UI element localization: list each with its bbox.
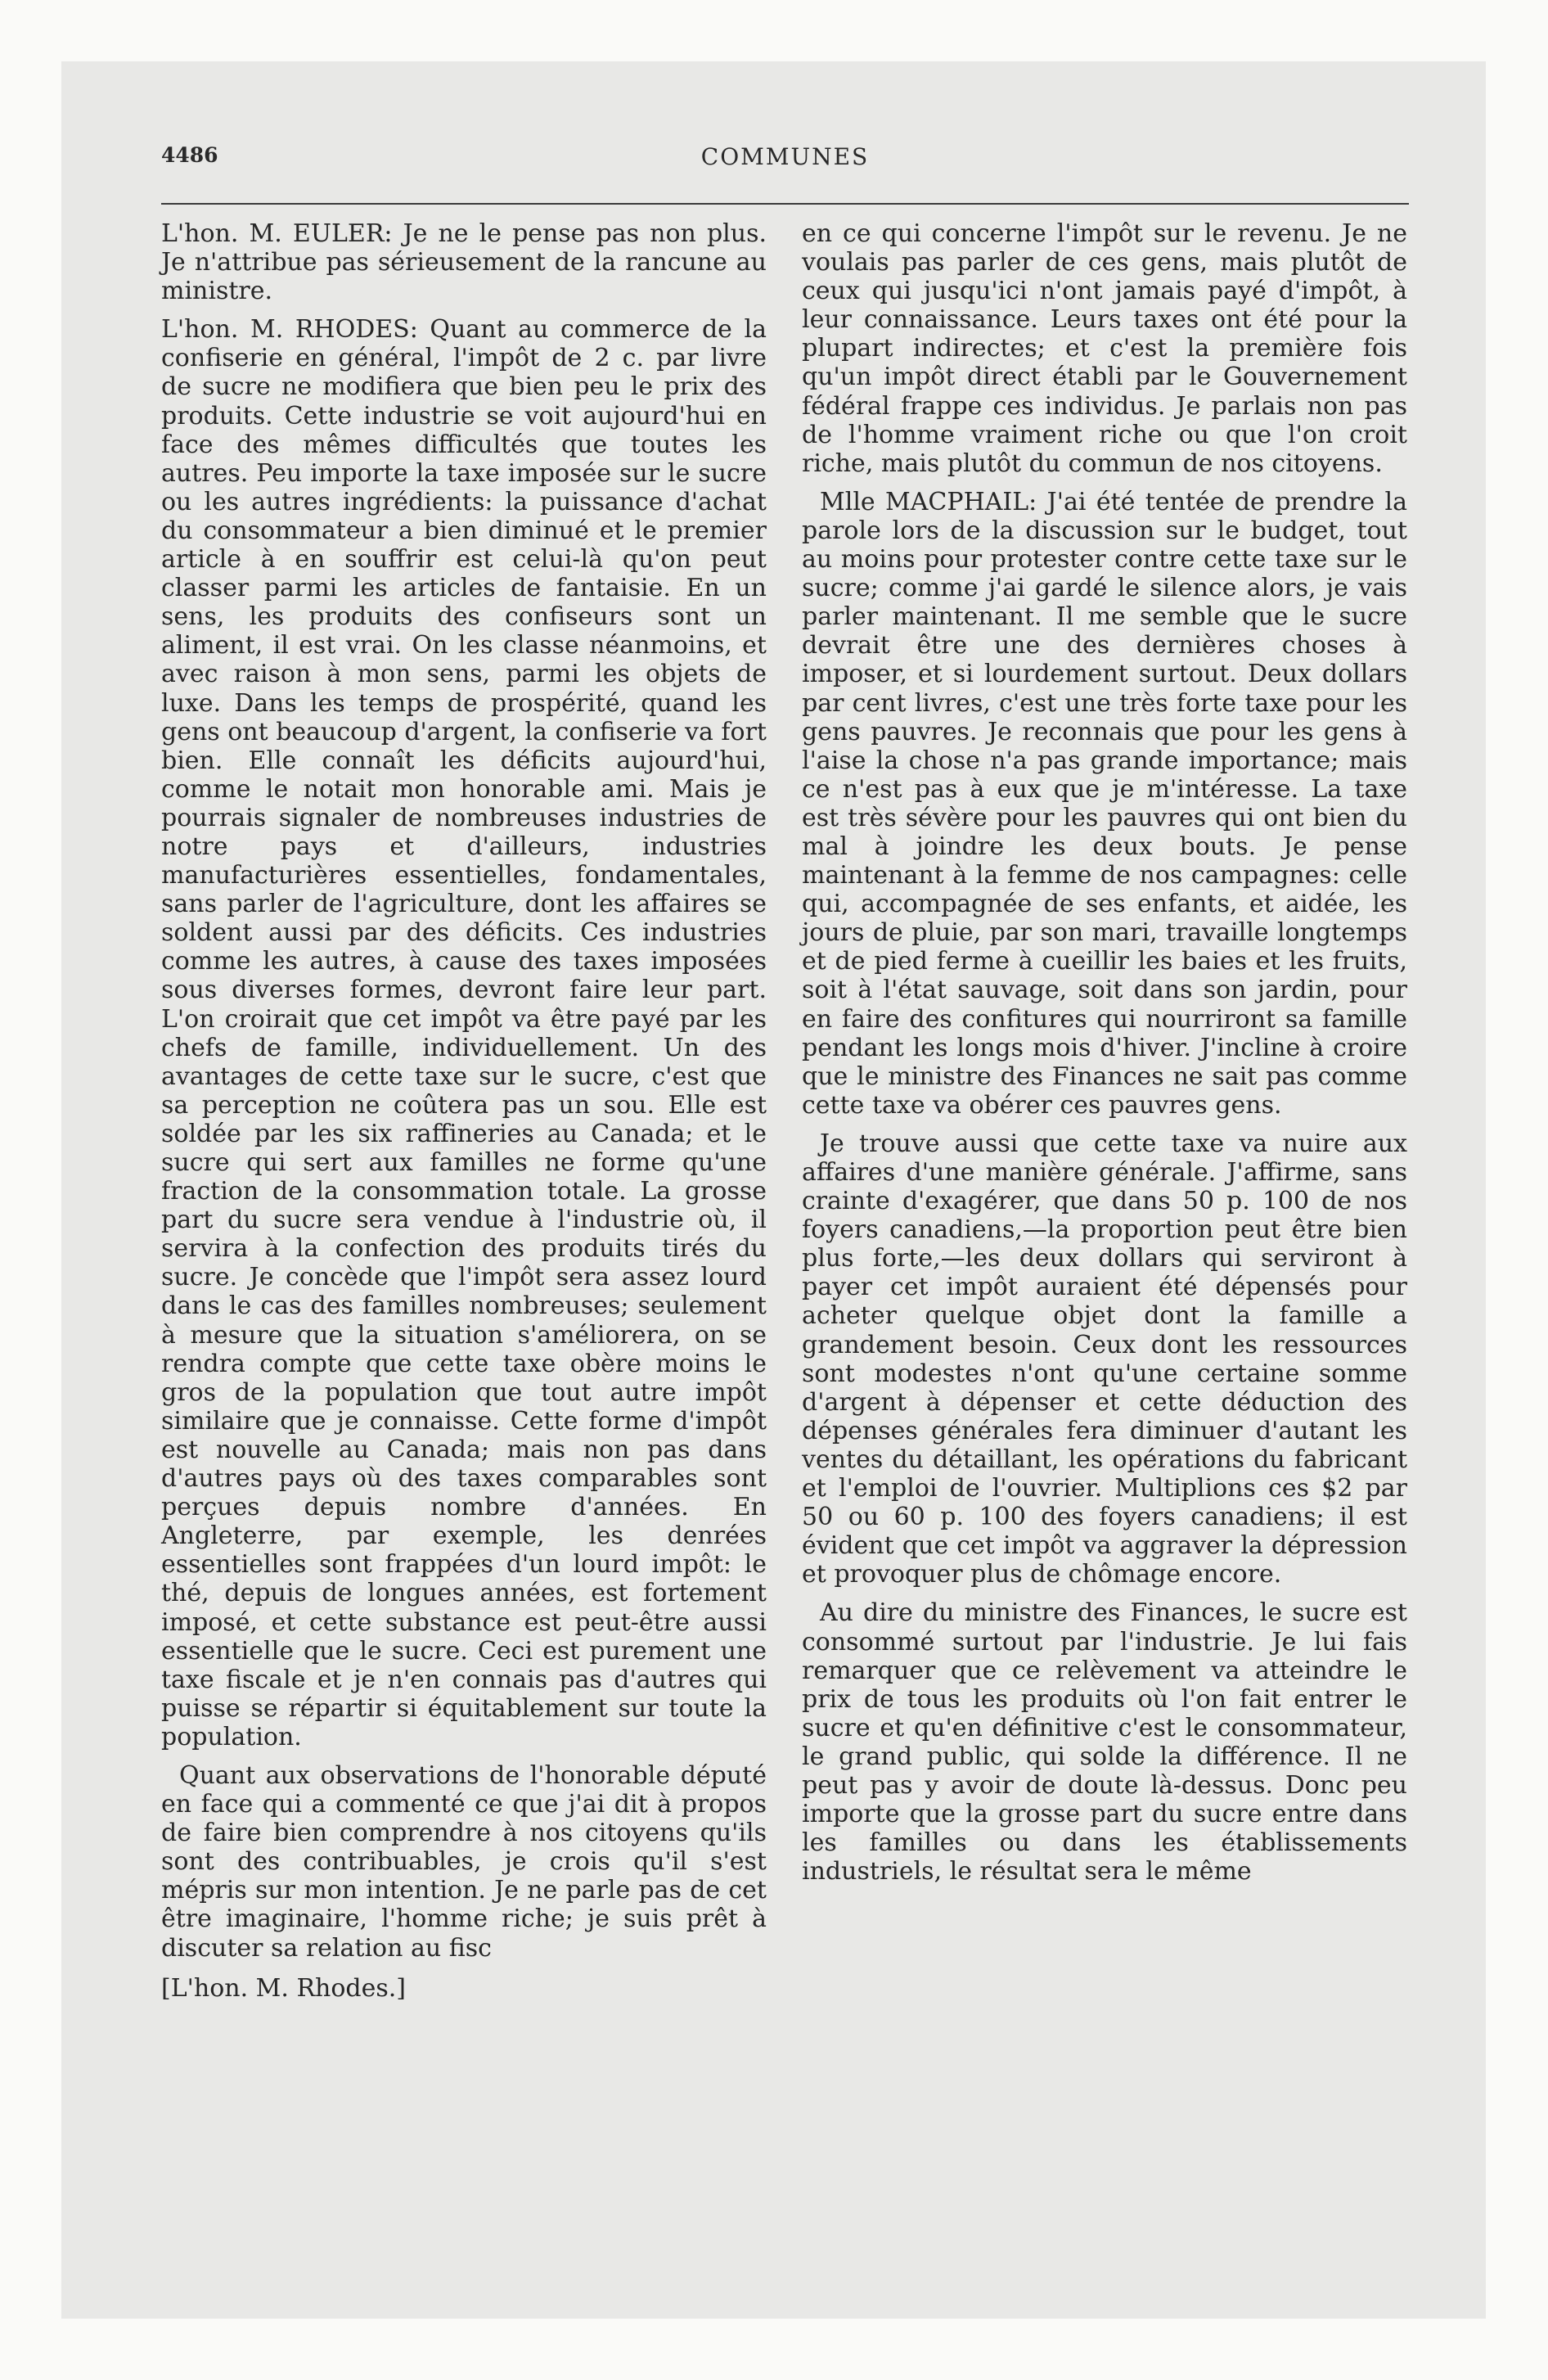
paragraph-macphail: Mlle MACPHAIL: J'ai été tentée de prendre la parole lors de la discussion sur le budget, tout au moins pour protester contre cette taxe sur le sucre; comme j'ai gardé le silence alors, je vais parler maintenant. Il me semble que le sucre devrait être une des dernières choses à imposer, et si lourdement surtout. Deux dollars par cent livres, c'est une très forte taxe pour les gens pauvres. Je reconnais que pour les gens à l'aise la chose n'a pas grande importance; mais ce n'est pas à eux que je m'intéresse. La taxe est très sévère pour les pauvres qui ont bien du mal à joindre les deux bouts. Je pense maintenant à la femme de nos campagnes: celle qui, accompagnée de ses enfants, et aidée, les jours de pluie, par son mari, travaille longtemps et de pied ferme à cueillir les baies et les fruits, soit à l'état sauvage, soit dans son jardin, pour en faire des confitures qui nourriront sa famille pendant les longs mois d'hiver. J'incline à croire que le ministre des Finances ne sait pas comme cette taxe va obérer ces pauvres gens.: [802, 487, 1407, 1120]
paragraph-rhodes-end: en ce qui concerne l'impôt sur le revenu. Je ne voulais pas parler de ces gens, mais plutôt de ceux qui jusqu'ici n'ont jamais payé d'impôt, à leur connaissance. Leurs taxes ont été pour la plupart indirectes; et c'est la première fois qu'un impôt direct établi par le Gouvernement fédéral frappe ces individus. Je parlais non pas de l'homme vraiment riche ou que l'on croit riche, mais plutôt du commun de nos citoyens.: [802, 219, 1407, 478]
page-number: 4486: [161, 143, 218, 167]
paragraph-euler: L'hon. M. EULER: Je ne le pense pas non plus. Je n'attribue pas sérieusement de la rancune au ministre.: [161, 219, 767, 306]
right-column: [802, 219, 1407, 1895]
header-rule: [161, 203, 1409, 205]
paragraph-rhodes: L'hon. M. RHODES: Quant au commerce de la confiserie en général, l'impôt de 2 c. par livre de sucre ne modifiera que bien peu le prix des produits. Cette industrie se voit aujourd'hui en face des mêmes difficultés que toutes les autres. Peu importe la taxe imposée sur le sucre ou les autres ingrédients: la puissance d'achat du consommateur a bien diminué et le premier article à en souffrir est celui-là qu'on peut classer parmi les articles de fantaisie. En un sens, les produits des confiseurs sont un aliment, il est vrai. On les classe néanmoins, et avec raison à mon sens, parmi les objets de luxe. Dans les temps de prospérité, quand les gens ont beaucoup d'argent, la confiserie va fort bien. Elle connaît les déficits aujourd'hui, comme le notait mon honorable ami. Mais je pourrais signaler de nombreuses industries de notre pays et d'ailleurs, industries manufacturières essentielles, fondamentales, sans parler de l'agriculture, dont les affaires se soldent aussi par des déficits. Ces industries comme les autres, à cause des taxes imposées sous diverses formes, devront faire leur part. L'on croirait que cet impôt va être payé par les chefs de famille, individuellement. Un des avantages de cette taxe sur le sucre, c'est que sa perception ne coûtera pas un sou. Elle est soldée par les six raffineries au Canada; et le sucre qui sert aux familles ne forme qu'une fraction de la consommation totale. La grosse part du sucre sera vendue à l'industrie où, il servira à la confection des produits tirés du sucre. Je concède que l'impôt sera assez lourd dans le cas des familles nombreuses; seulement à mesure que la situation s'améliorera, on se rendra compte que cette taxe obère moins le gros de la population que tout autre impôt similaire que je connaisse. Cette forme d'impôt est nouvelle au Canada; mais non pas dans d'autres pays où des taxes comparables sont perçues depuis nombre d'années. En Angleterre, par exemple, les denrées essentielles sont frappées d'un lourd impôt: le thé, depuis de longues années, est fortement imposé, et cette substance est peut-être aussi essentielle que le sucre. Ceci est purement une taxe fiscale et je n'en connais pas d'autres qui puisse se répartir si équitablement sur toute la population.: [161, 315, 767, 1751]
paragraph-macphail-2: Je trouve aussi que cette taxe va nuire aux affaires d'une manière générale. J'affirme, sans crainte d'exagérer, que dans 50 p. 100 de nos foyers canadiens,—la proportion peut être bien plus forte,—les deux dollars qui serviront à payer cet impôt auraient été dépensés pour acheter quelque objet dont la famille a grandement besoin. Ceux dont les ressources sont modestes n'ont qu'une certaine somme d'argent à dépenser et cette déduction des dépenses générales fera diminuer d'autant les ventes du détaillant, les opérations du fabricant et l'emploi de l'ouvrier. Multiplions ces $2 par 50 ou 60 p. 100 des foyers canadiens; il est évident que cet impôt va aggraver la dépression et provoquer plus de chômage encore.: [802, 1129, 1407, 1589]
left-column: [161, 219, 767, 2013]
paragraph-rhodes-cont: Quant aux observations de l'honorable député en face qui a commenté ce que j'ai dit à propos de faire bien comprendre à nos citoyens qu'ils sont des contribuables, je crois qu'il s'est mépris sur mon intention. Je ne parle pas de cet être imaginaire, l'homme riche; je suis prêt à discuter sa relation au fisc: [161, 1760, 767, 1963]
paragraph-macphail-3: Au dire du ministre des Finances, le sucre est consommé surtout par l'industrie. Je lui fais remarquer que ce relèvement va atteindre le prix de tous les produits où l'on fait entrer le sucre et qu'en définitive c'est le consommateur, le grand public, qui solde la différence. Il ne peut pas y avoir de doute là-dessus. Donc peu importe que la grosse part du sucre entre dans les familles ou dans les établissements industriels, le résultat sera le même: [802, 1598, 1407, 1886]
page-title: COMMUNES: [700, 143, 870, 170]
page-header: [161, 143, 1409, 176]
speaker-reference: [L'hon. M. Rhodes.]: [161, 1973, 407, 2003]
